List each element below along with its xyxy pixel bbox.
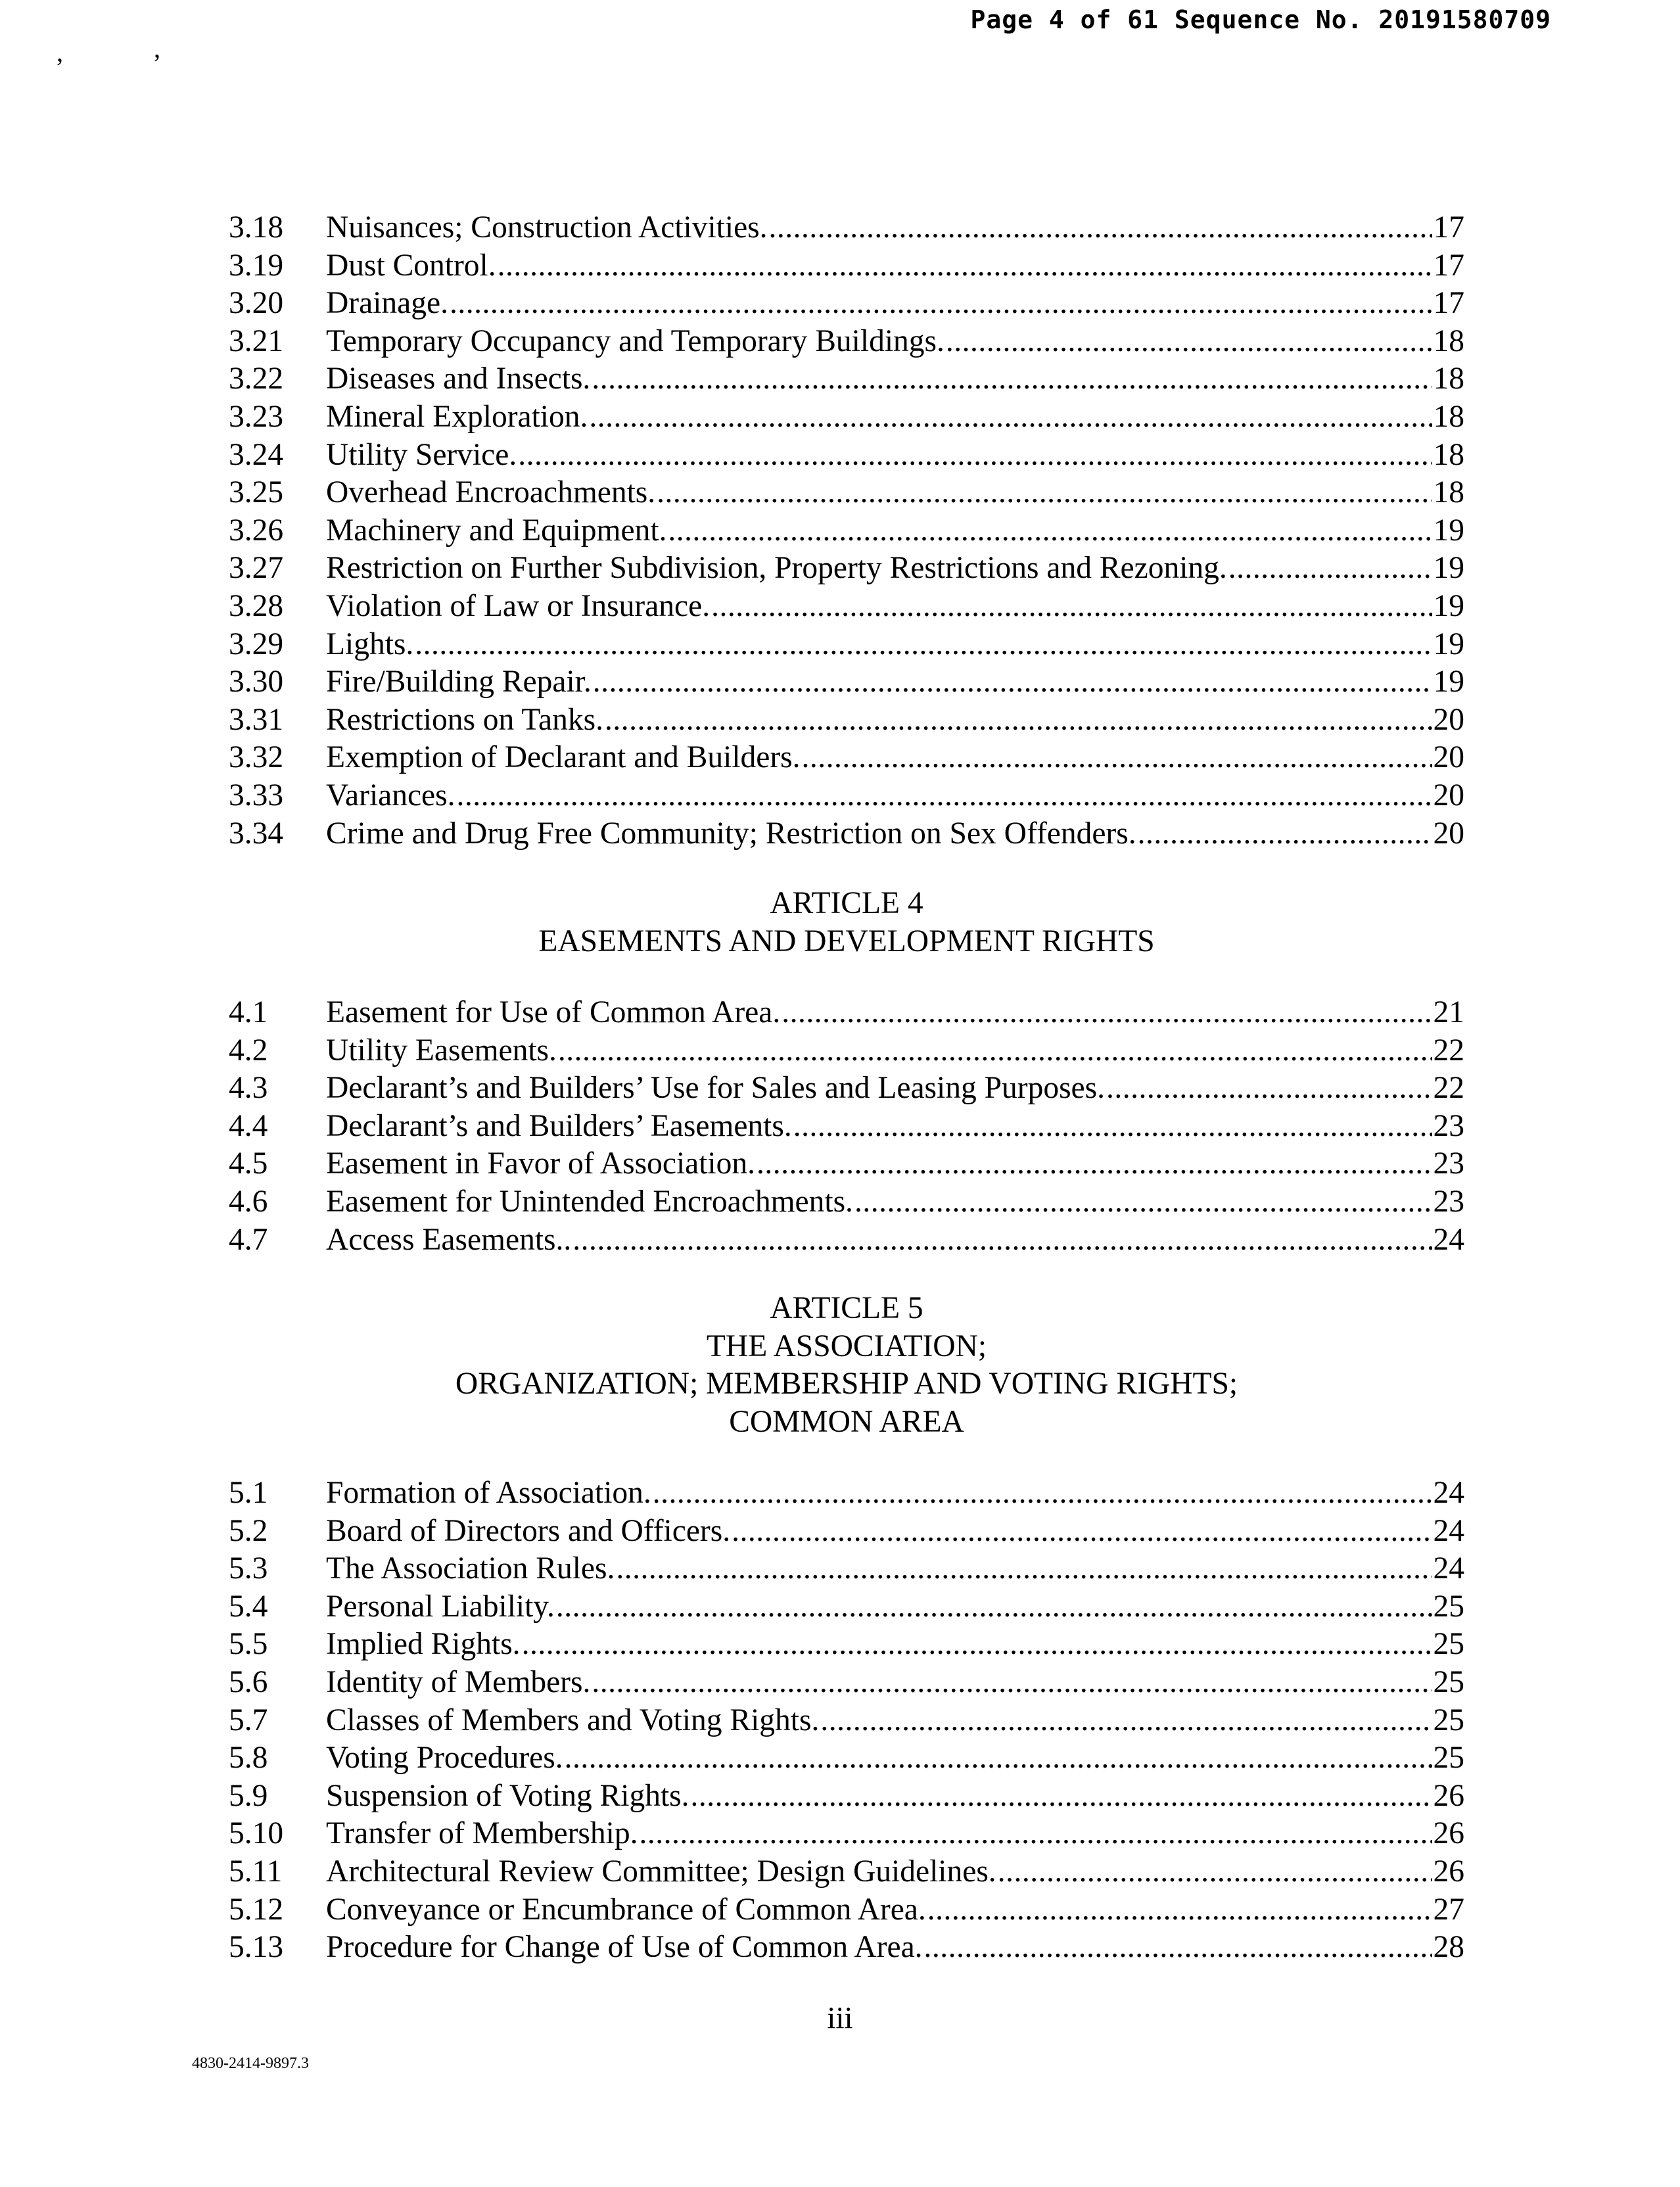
toc-entry-number: 4.3 xyxy=(229,1071,268,1106)
toc-article5-list xyxy=(229,1474,1464,1967)
toc-entry-number: 3.25 xyxy=(229,475,284,510)
toc-entry-page: 19 xyxy=(1433,588,1464,623)
toc-entry-title: Classes of Members and Voting Rights. xyxy=(326,1703,820,1737)
toc-entry-number: 3.29 xyxy=(229,626,284,661)
toc-entry xyxy=(229,815,1464,853)
toc-entry-number: 3.27 xyxy=(229,551,284,586)
toc-entry xyxy=(229,663,1464,701)
toc-entry xyxy=(229,1929,1464,1967)
toc-dot-leader xyxy=(556,1588,1432,1626)
toc-entry-title: Diseases and Insects. xyxy=(326,362,591,396)
toc-entry xyxy=(229,1853,1464,1891)
toc-entry-number: 5.2 xyxy=(229,1513,268,1548)
toc-entry xyxy=(229,1664,1464,1702)
toc-entry-page: 18 xyxy=(1433,437,1464,472)
toc-dot-leader xyxy=(589,398,1432,436)
toc-entry-page: 23 xyxy=(1433,1146,1464,1181)
toc-entry-page: 26 xyxy=(1433,1816,1464,1851)
toc-dot-leader xyxy=(1106,1070,1432,1108)
toc-entry-number: 5.5 xyxy=(229,1627,268,1662)
toc-entry-title: The Association Rules. xyxy=(326,1551,615,1586)
toc-entry-number: 3.23 xyxy=(229,399,284,434)
toc-dot-leader xyxy=(518,436,1432,475)
toc-entry-title: Crime and Drug Free Community; Restriction on Sex Offenders. xyxy=(326,816,1136,851)
toc-dot-leader xyxy=(1138,815,1432,853)
toc-entry xyxy=(229,1777,1464,1816)
toc-entry-number: 5.10 xyxy=(229,1816,284,1851)
toc-entry-number: 3.31 xyxy=(229,702,284,737)
toc-entry-page: 19 xyxy=(1433,626,1464,661)
toc-dot-leader xyxy=(415,626,1432,664)
toc-entry-title: Identity of Members. xyxy=(326,1664,591,1699)
toc-entry-page: 17 xyxy=(1433,286,1464,321)
toc-entry xyxy=(229,1702,1464,1740)
toc-entry-number: 3.26 xyxy=(229,513,284,548)
toc-entry xyxy=(229,739,1464,777)
toc-entry-page: 27 xyxy=(1433,1892,1464,1927)
toc-entry-page: 19 xyxy=(1433,551,1464,586)
toc-dot-leader xyxy=(668,512,1432,550)
toc-entry-page: 24 xyxy=(1433,1513,1464,1548)
toc-entry xyxy=(229,588,1464,626)
toc-entry-number: 5.3 xyxy=(229,1551,268,1586)
toc-entry xyxy=(229,1070,1464,1108)
toc-entry-title: Variances. xyxy=(326,778,455,812)
toc-entry-title: Suspension of Voting Rights. xyxy=(326,1778,689,1813)
toc-dot-leader xyxy=(572,1221,1432,1259)
toc-entry-title: Declarant’s and Builders’ Easements. xyxy=(326,1108,792,1143)
toc-entry xyxy=(229,1108,1464,1146)
toc-entry-number: 5.12 xyxy=(229,1892,284,1927)
toc-dot-leader xyxy=(802,739,1432,777)
toc-entry-title: Machinery and Equipment. xyxy=(326,513,667,548)
toc-entry-title: Drainage. xyxy=(326,286,448,321)
toc-dot-leader xyxy=(616,1550,1432,1588)
toc-dot-leader xyxy=(711,588,1432,626)
toc-entry xyxy=(229,436,1464,475)
toc-entry-title: Violation of Law or Insurance. xyxy=(326,588,711,623)
toc-entry xyxy=(229,1588,1464,1626)
toc-article4-list xyxy=(229,994,1464,1259)
toc-entry-page: 25 xyxy=(1433,1741,1464,1775)
toc-entry-page: 20 xyxy=(1433,816,1464,851)
toc-entry-number: 3.30 xyxy=(229,665,284,699)
toc-dot-leader xyxy=(565,1739,1432,1777)
toc-entry-title: Declarant’s and Builders’ Use for Sales and Leasing Purposes. xyxy=(326,1071,1105,1106)
toc-dot-leader xyxy=(691,1777,1432,1816)
toc-dot-leader xyxy=(605,701,1432,740)
toc-entry-page: 25 xyxy=(1433,1589,1464,1624)
toc-entry xyxy=(229,209,1464,247)
toc-entry-page: 25 xyxy=(1433,1703,1464,1737)
toc-entry xyxy=(229,512,1464,550)
toc-entry-number: 5.8 xyxy=(229,1741,268,1775)
toc-dot-leader xyxy=(653,1474,1432,1513)
toc-entry-page: 20 xyxy=(1433,778,1464,812)
scan-speck: , xyxy=(57,37,63,67)
article-4-title: EASEMENTS AND DEVELOPMENT RIGHTS xyxy=(538,924,1155,958)
toc-entry xyxy=(229,247,1464,285)
toc-entry-page: 26 xyxy=(1433,1778,1464,1813)
toc-dot-leader xyxy=(782,994,1432,1032)
toc-dot-leader xyxy=(1228,550,1432,588)
toc-entry-title: Procedure for Change of Use of Common Area. xyxy=(326,1930,923,1965)
toc-dot-leader xyxy=(522,1626,1432,1664)
toc-entry xyxy=(229,1891,1464,1929)
article-5-title-line: ORGANIZATION; MEMBERSHIP AND VOTING RIGHTS; xyxy=(455,1367,1238,1401)
toc-entry-number: 3.22 xyxy=(229,362,284,396)
toc-entry-title: Easement for Use of Common Area. xyxy=(326,995,781,1029)
toc-entry-page: 18 xyxy=(1433,399,1464,434)
toc-entry-number: 3.19 xyxy=(229,248,284,283)
toc-dot-leader xyxy=(757,1145,1432,1183)
toc-entry-title: Nuisances; Construction Activities. xyxy=(326,210,768,245)
toc-entry-page: 17 xyxy=(1433,248,1464,283)
toc-entry-title: Board of Directors and Officers. xyxy=(326,1513,731,1548)
toc-entry-page: 25 xyxy=(1433,1627,1464,1662)
toc-entry-page: 22 xyxy=(1433,1033,1464,1068)
toc-entry-title: Lights. xyxy=(326,626,414,661)
toc-entry-title: Mineral Exploration. xyxy=(326,399,588,434)
toc-entry xyxy=(229,1626,1464,1664)
toc-entry-title: Personal Liability. xyxy=(326,1589,555,1624)
toc-entry-title: Restrictions on Tanks. xyxy=(326,702,603,737)
toc-entry xyxy=(229,323,1464,361)
toc-entry-page: 22 xyxy=(1433,1071,1464,1106)
toc-entry-title: Voting Procedures. xyxy=(326,1741,563,1775)
toc-entry-page: 21 xyxy=(1433,995,1464,1029)
toc-dot-leader xyxy=(998,1853,1432,1891)
toc-dot-leader xyxy=(769,209,1432,247)
article-5-heading xyxy=(229,1290,1464,1441)
toc-entry xyxy=(229,1145,1464,1183)
toc-entry-title: Implied Rights. xyxy=(326,1627,521,1662)
toc-entry xyxy=(229,701,1464,740)
toc-entry-title: Utility Service. xyxy=(326,437,517,472)
toc-entry-page: 24 xyxy=(1433,1551,1464,1586)
toc-dot-leader xyxy=(457,777,1432,815)
toc-dot-leader xyxy=(924,1929,1432,1967)
toc-entry xyxy=(229,550,1464,588)
toc-entry-page: 23 xyxy=(1433,1108,1464,1143)
toc-dot-leader xyxy=(592,1664,1432,1702)
toc-entry-title: Access Easements.. xyxy=(326,1222,572,1257)
toc-entry-title: Fire/Building Repair. xyxy=(326,665,592,699)
toc-entry xyxy=(229,398,1464,436)
toc-entry-number: 4.2 xyxy=(229,1033,268,1068)
toc-dot-leader xyxy=(946,323,1432,361)
toc-entry-page: 20 xyxy=(1433,702,1464,737)
toc-entry-page: 18 xyxy=(1433,475,1464,510)
toc-entry xyxy=(229,777,1464,815)
toc-entry-title: Conveyance or Encumbrance of Common Area. xyxy=(326,1892,926,1927)
article-5-title-line: COMMON AREA xyxy=(729,1404,964,1439)
toc-dot-leader xyxy=(593,663,1432,701)
page-sequence-stamp: Page 4 of 61 Sequence No. 20191580709 xyxy=(970,5,1551,34)
toc-entry xyxy=(229,1032,1464,1070)
toc-entry-page: 26 xyxy=(1433,1854,1464,1889)
toc-entry-title: Utility Easements. xyxy=(326,1033,557,1068)
toc-entry xyxy=(229,1513,1464,1551)
document-id: 4830-2414-9897.3 xyxy=(192,2055,309,2072)
toc-entry-page: 19 xyxy=(1433,665,1464,699)
toc-entry-number: 5.7 xyxy=(229,1703,268,1737)
toc-entry xyxy=(229,1183,1464,1221)
toc-entry-number: 4.1 xyxy=(229,995,268,1029)
toc-dot-leader xyxy=(820,1702,1432,1740)
toc-entry xyxy=(229,1474,1464,1513)
article-4-heading xyxy=(229,885,1464,960)
toc-article3-list xyxy=(229,209,1464,853)
toc-entry-number: 3.28 xyxy=(229,588,284,623)
toc-entry-page: 17 xyxy=(1433,210,1464,245)
scan-speck: , xyxy=(154,34,160,63)
toc-entry-number: 5.1 xyxy=(229,1476,268,1510)
toc-dot-leader xyxy=(657,474,1432,512)
toc-dot-leader xyxy=(732,1513,1432,1551)
toc-entry-title: Overhead Encroachments. xyxy=(326,475,656,510)
toc-entry-number: 3.20 xyxy=(229,286,284,321)
toc-entry-number: 4.7 xyxy=(229,1222,268,1257)
toc-entry-page: 24 xyxy=(1433,1476,1464,1510)
toc-entry xyxy=(229,1550,1464,1588)
toc-entry xyxy=(229,285,1464,323)
toc-entry-page: 23 xyxy=(1433,1184,1464,1219)
toc-dot-leader xyxy=(450,285,1432,323)
toc-entry-page: 20 xyxy=(1433,740,1464,775)
toc-dot-leader xyxy=(640,1815,1432,1853)
article-5-label: ARTICLE 5 xyxy=(770,1291,923,1325)
toc-entry-number: 4.6 xyxy=(229,1184,268,1219)
toc-entry-number: 5.11 xyxy=(229,1854,283,1889)
toc-entry-number: 4.4 xyxy=(229,1108,268,1143)
toc-entry-number: 3.18 xyxy=(229,210,284,245)
toc-dot-leader xyxy=(592,360,1432,398)
toc-dot-leader xyxy=(927,1891,1432,1929)
page-number: iii xyxy=(827,2001,853,2035)
toc-entry-page: 19 xyxy=(1433,513,1464,548)
toc-entry xyxy=(229,1815,1464,1853)
toc-entry xyxy=(229,360,1464,398)
toc-entry-title: Architectural Review Committee; Design Guidelines. xyxy=(326,1854,996,1889)
toc-entry-number: 3.21 xyxy=(229,323,284,358)
toc-entry xyxy=(229,1739,1464,1777)
toc-entry-title: Temporary Occupancy and Temporary Buildings. xyxy=(326,323,945,358)
toc-entry xyxy=(229,994,1464,1032)
toc-dot-leader xyxy=(854,1183,1432,1221)
toc-entry-title: Exemption of Declarant and Builders. xyxy=(326,740,801,775)
toc-entry-number: 3.24 xyxy=(229,437,284,472)
toc-entry-number: 3.34 xyxy=(229,816,284,851)
article-4-label: ARTICLE 4 xyxy=(770,886,923,920)
toc-entry-number: 3.33 xyxy=(229,778,284,812)
toc-entry-title: Restriction on Further Subdivision, Property Restrictions and Rezoning. xyxy=(326,551,1227,586)
toc-entry-page: 24 xyxy=(1433,1222,1464,1257)
toc-entry-number: 4.5 xyxy=(229,1146,268,1181)
toc-entry-number: 5.6 xyxy=(229,1664,268,1699)
toc-entry-page: 25 xyxy=(1433,1664,1464,1699)
toc-entry-page: 28 xyxy=(1433,1930,1464,1965)
article-5-title-line: THE ASSOCIATION; xyxy=(706,1329,987,1363)
toc-entry-page: 18 xyxy=(1433,362,1464,396)
toc-entry-number: 5.4 xyxy=(229,1589,268,1624)
toc-entry-number: 5.9 xyxy=(229,1778,268,1813)
toc-entry-number: 5.13 xyxy=(229,1930,284,1965)
toc-entry xyxy=(229,474,1464,512)
toc-entry-page: 18 xyxy=(1433,323,1464,358)
toc-entry xyxy=(229,626,1464,664)
toc-entry xyxy=(229,1221,1464,1259)
toc-dot-leader xyxy=(558,1032,1432,1070)
toc-dot-leader xyxy=(793,1108,1432,1146)
toc-entry-title: Transfer of Membership. xyxy=(326,1816,638,1851)
toc-entry-number: 3.32 xyxy=(229,740,284,775)
toc-entry-title: Easement in Favor of Association. xyxy=(326,1146,756,1181)
toc-entry-title: Easement for Unintended Encroachments. xyxy=(326,1184,853,1219)
toc-dot-leader xyxy=(498,247,1432,285)
toc-entry-title: Dust Control. xyxy=(326,248,496,283)
toc-entry-title: Formation of Association. xyxy=(326,1476,651,1510)
